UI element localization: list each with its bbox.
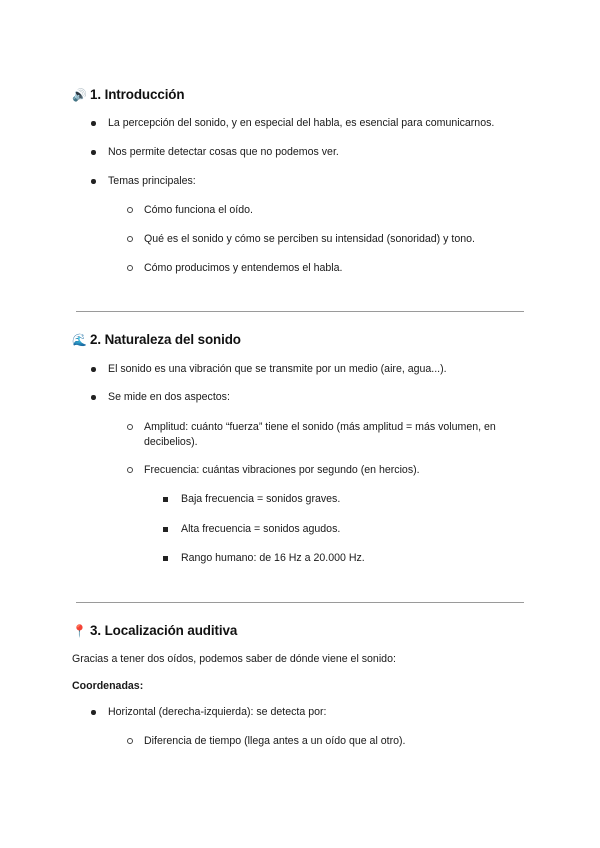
list-item: Nos permite detectar cosas que no podemos ver.	[108, 146, 339, 158]
pin-icon: 📍	[72, 624, 87, 638]
sub-list-item: Diferencia de tiempo (llega antes a un oído que al otro).	[144, 735, 406, 747]
sub-list-item: Cómo funciona el oído.	[144, 204, 253, 216]
section-divider	[76, 311, 524, 312]
section-title: 3. Localización auditiva	[90, 623, 238, 638]
paragraph: Gracias a tener dos oídos, podemos saber de dónde viene el sonido:	[72, 653, 396, 665]
list-item: Se mide en dos aspectos:	[108, 391, 230, 403]
list-item: El sonido es una vibración que se transmite por un medio (aire, agua...).	[108, 363, 447, 375]
list-item: Temas principales:	[108, 175, 196, 187]
sub-sub-list-item: Baja frecuencia = sonidos graves.	[181, 493, 341, 505]
sub-sub-list-item: Rango humano: de 16 Hz a 20.000 Hz.	[181, 552, 365, 564]
sub-list-item: Frecuencia: cuántas vibraciones por segundo (en hercios).	[144, 464, 420, 476]
sub-sub-list-item: Alta frecuencia = sonidos agudos.	[181, 523, 341, 535]
sub-list-item: Amplitud: cuánto “fuerza” tiene el sonido (más amplitud = más volumen, en decibelios).	[144, 420, 524, 449]
list-item: Horizontal (derecha-izquierda): se detecta por:	[108, 706, 327, 718]
section-heading-localizacion	[72, 623, 237, 638]
speaker-icon: 🔊	[72, 88, 87, 102]
section-heading-introduccion	[72, 87, 184, 102]
section-heading-naturaleza	[72, 332, 241, 347]
label-coordenadas: Coordenadas:	[72, 680, 144, 692]
section-title: 2. Naturaleza del sonido	[90, 332, 241, 347]
section-divider	[76, 602, 524, 603]
section-title: 1. Introducción	[90, 87, 185, 102]
list-item: La percepción del sonido, y en especial del habla, es esencial para comunicarnos.	[108, 117, 495, 129]
sub-list-item: Cómo producimos y entendemos el habla.	[144, 262, 343, 274]
wave-icon: 🌊	[72, 333, 87, 347]
sub-list-item: Qué es el sonido y cómo se perciben su intensidad (sonoridad) y tono.	[144, 233, 475, 245]
